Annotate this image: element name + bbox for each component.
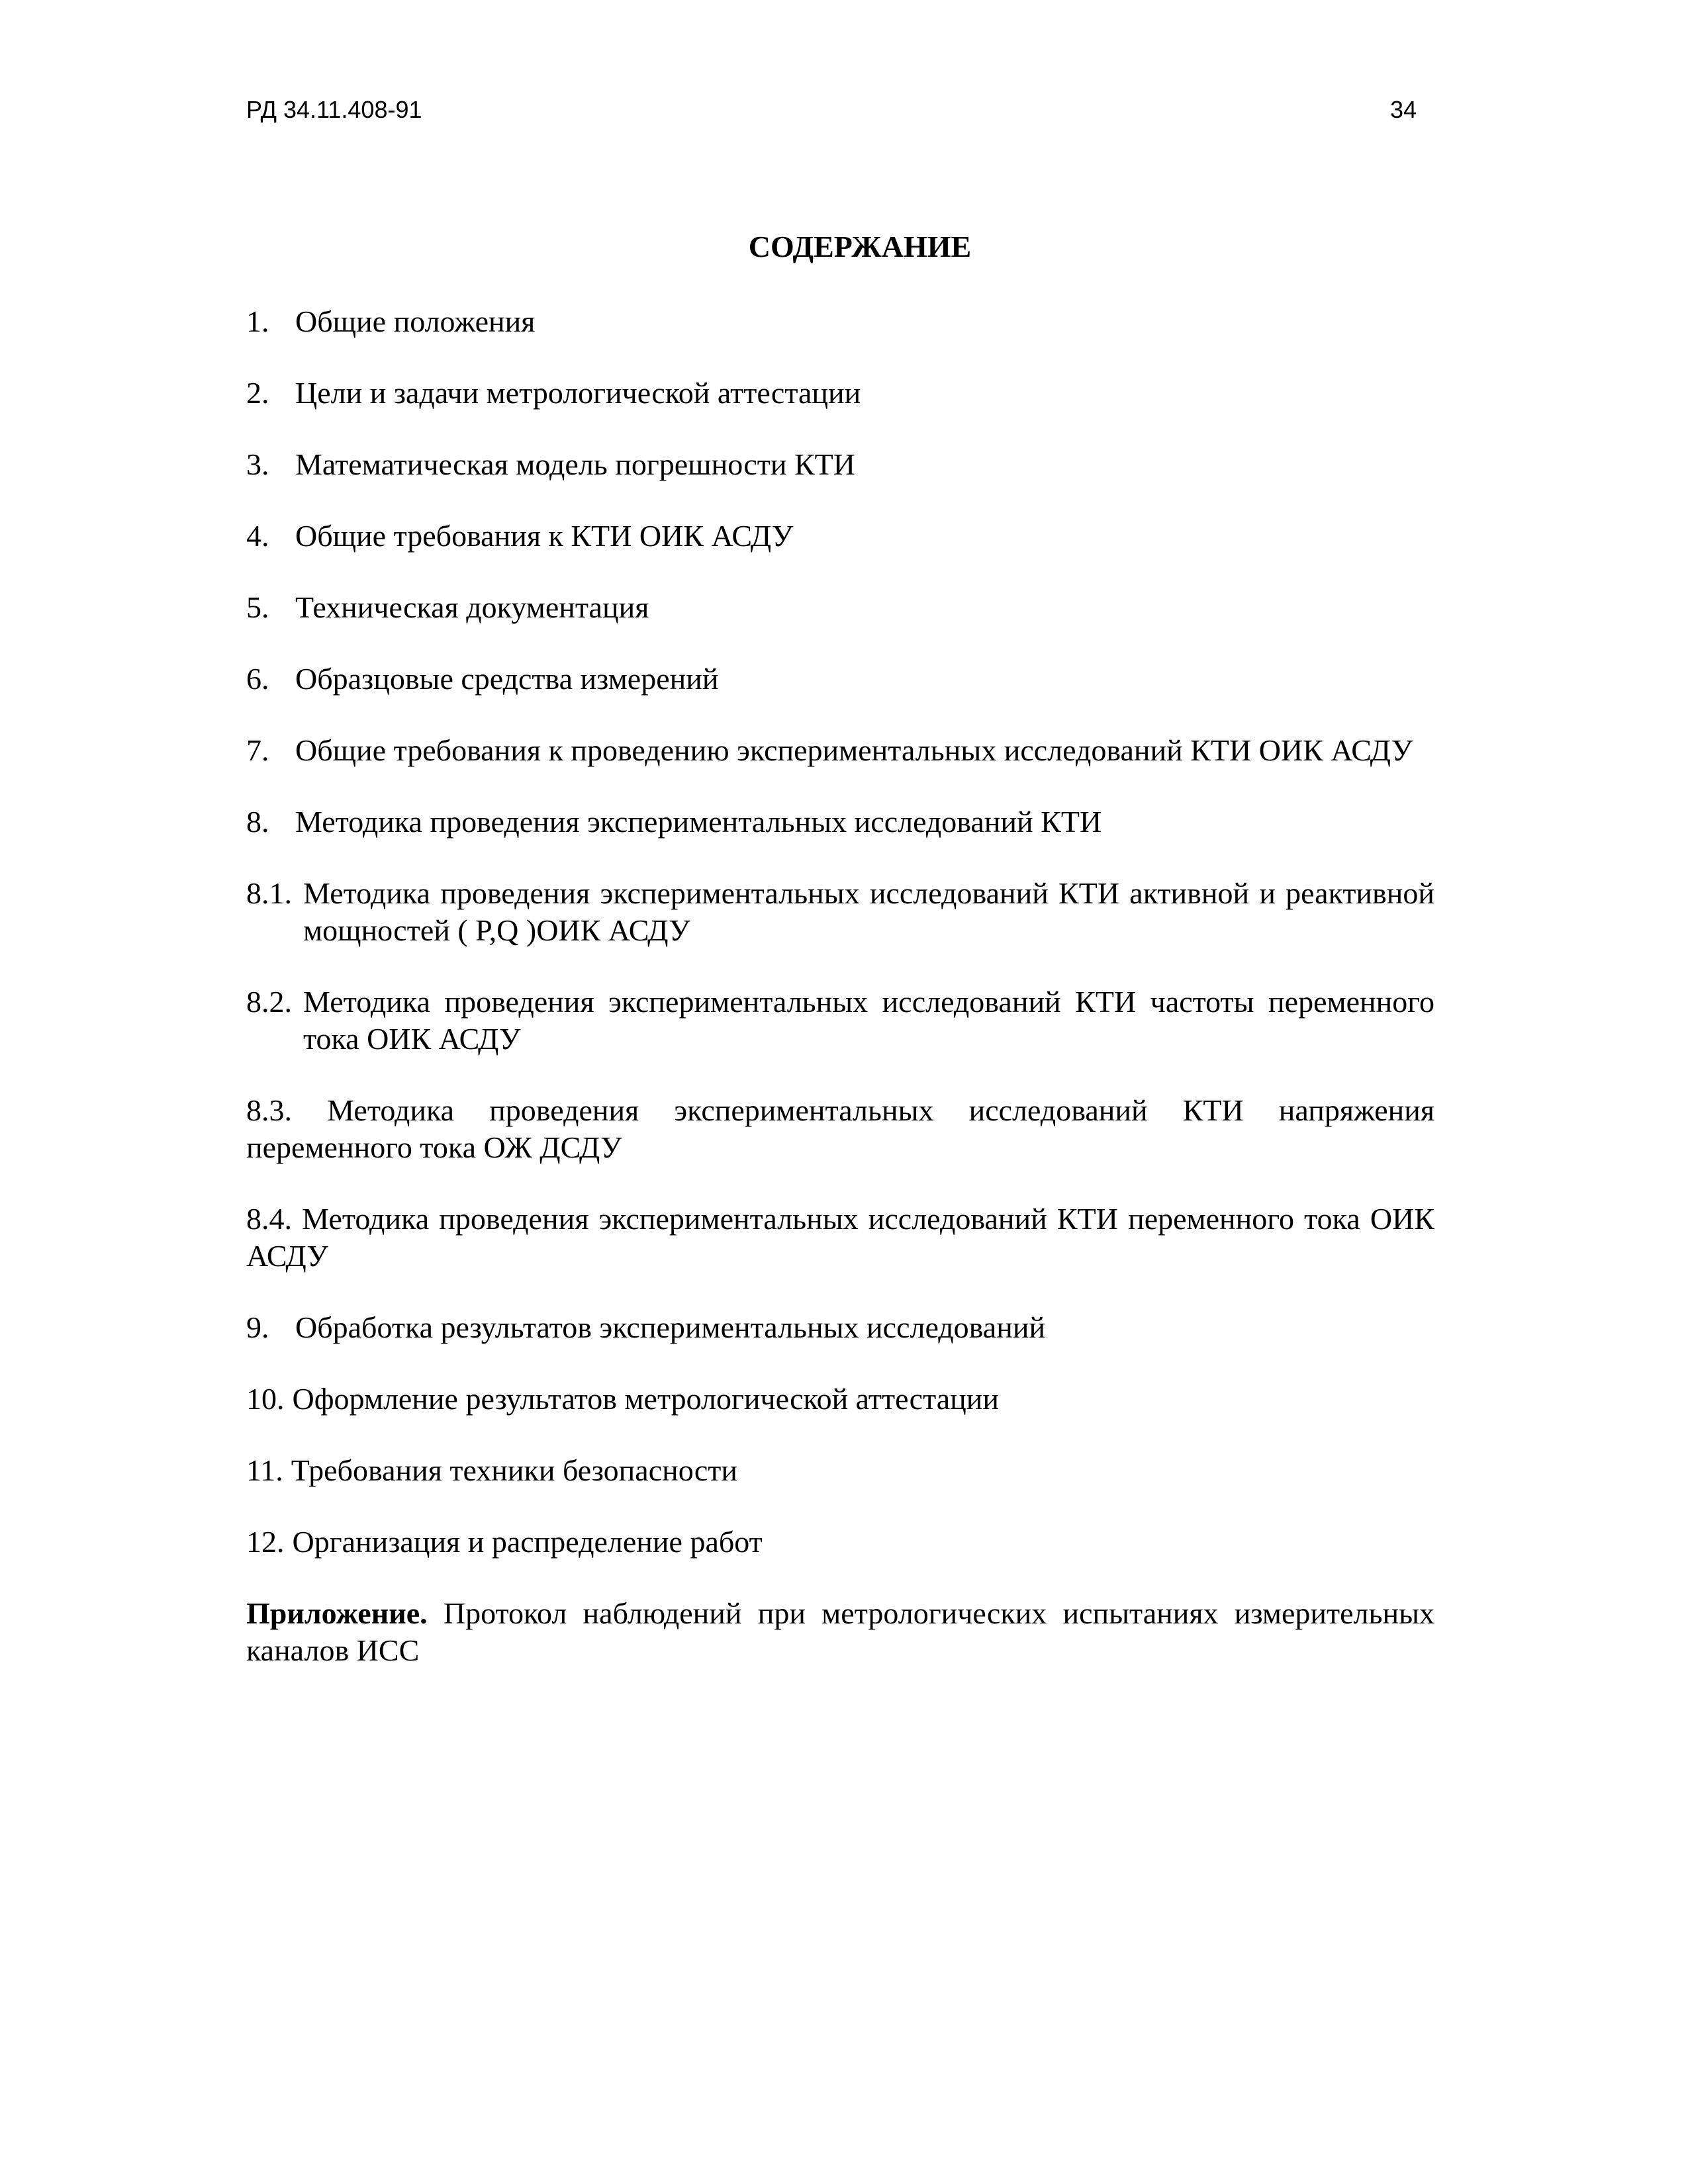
toc-item-title: Организация и распределение работ <box>292 1525 763 1559</box>
toc-item-number: 11. <box>246 1453 283 1487</box>
toc-item-number: 9. <box>246 1310 269 1344</box>
toc-item-number: 5. <box>246 590 269 624</box>
toc-item-title: Образцовые средства измерений <box>295 662 719 696</box>
toc-item-number: 10. <box>246 1382 285 1416</box>
toc-item-number: 1. <box>246 304 269 338</box>
toc-item-9 <box>246 1309 1434 1346</box>
appendix-label: Приложение. <box>246 1596 428 1630</box>
toc-item-8-4: 8.4. Методика проведения экспериментальных исследований КТИ переменного тока ОИК АСДУ <box>246 1202 1434 1273</box>
table-of-contents <box>246 303 1434 1704</box>
toc-item-7 <box>246 732 1434 769</box>
toc-item-number: 6. <box>246 662 269 696</box>
toc-item-title: Методика проведения экспериментальных исследований КТИ частоты переменного тока ОИК АСДУ <box>303 985 1434 1056</box>
appendix-entry <box>246 1595 1434 1669</box>
toc-item-8-3: 8.3. Методика проведения экспериментальных исследований КТИ напряжения переменного тока ОЖ ДСДУ <box>246 1093 1434 1164</box>
toc-item-number: 7. <box>246 733 269 767</box>
toc-item-number: 8. <box>246 805 269 839</box>
toc-item-title: Обработка результатов экспериментальных исследований <box>295 1310 1046 1344</box>
toc-item-number: 8.1. <box>246 876 292 910</box>
toc-item-12 <box>246 1524 1434 1561</box>
toc-item-number: 3. <box>246 447 269 481</box>
toc-item-10 <box>246 1381 1434 1418</box>
page-title: СОДЕРЖАНИЕ <box>748 230 972 263</box>
toc-item-number: 4. <box>246 519 269 553</box>
toc-item-title: Цели и задачи метрологической аттестации <box>295 376 861 410</box>
toc-item-4 <box>246 518 1434 555</box>
toc-item-title: Методика проведения экспериментальных исследований КТИ активной и реактивной мощностей ( P,Q )ОИК АСДУ <box>303 876 1434 947</box>
toc-item-2 <box>246 375 1434 412</box>
toc-item-number: 12. <box>246 1525 285 1559</box>
toc-item-number: 8.2. <box>246 985 292 1019</box>
toc-item-3 <box>246 446 1434 483</box>
toc-item-title: Требования техники безопасности <box>291 1453 738 1487</box>
toc-item-title: Общие требования к КТИ ОИК АСДУ <box>295 519 794 553</box>
toc-item-8-1 <box>246 875 1434 949</box>
toc-item-title: Методика проведения экспериментальных исследований КТИ <box>295 805 1102 839</box>
toc-item-8 <box>246 803 1434 841</box>
document-code: РД 34.11.408-91 <box>246 96 422 123</box>
page-number: 34 <box>1389 96 1417 123</box>
toc-item-title: Оформление результатов метрологической аттестации <box>292 1382 1000 1416</box>
toc-item-title: Техническая документация <box>295 590 649 624</box>
toc-item-5 <box>246 589 1434 626</box>
toc-item-11 <box>246 1452 1434 1489</box>
appendix-title: Протокол наблюдений при метрологических испытаниях измерительных каналов ИСС <box>246 1596 1435 1667</box>
toc-item-title: Математическая модель погрешности КТИ <box>295 447 855 481</box>
toc-item-6 <box>246 660 1434 698</box>
toc-item-title: Общие требования к проведению экспериментальных исследований КТИ ОИК АСДУ <box>295 733 1413 767</box>
toc-item-1 <box>246 303 1434 340</box>
toc-item-title: Общие положения <box>295 304 536 338</box>
toc-item-8-2 <box>246 983 1434 1058</box>
toc-item-number: 2. <box>246 376 269 410</box>
